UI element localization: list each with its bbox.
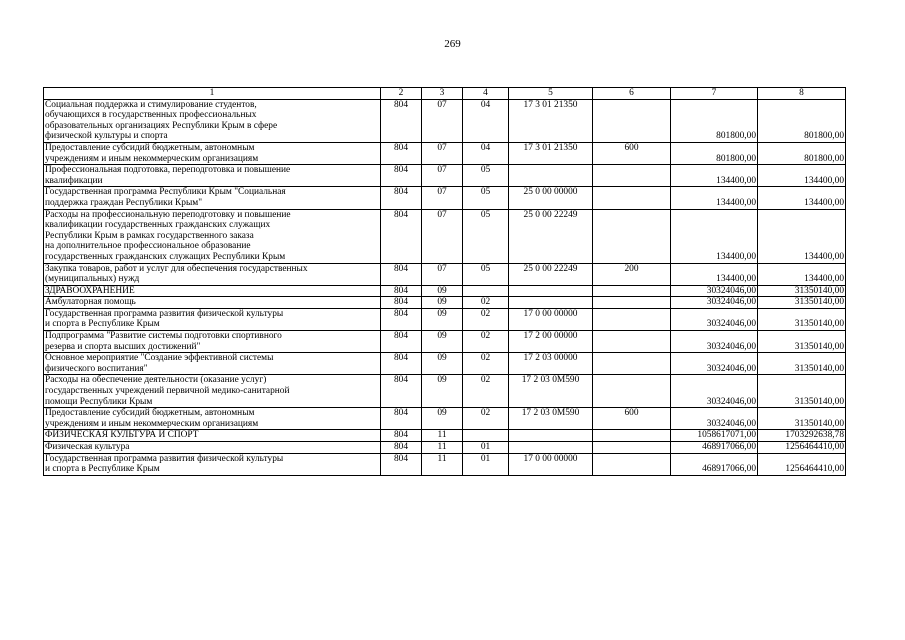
row-name-cell: [44, 142, 381, 164]
row-name-cell: [44, 375, 381, 408]
code-cell-c4: 05: [463, 165, 509, 187]
row-name-line: квалификации: [45, 175, 103, 186]
row-name-line: Закупка товаров, работ и услуг для обеспечения государственных: [45, 263, 308, 274]
code-cell-c4: 05: [463, 263, 509, 285]
code-cell-c3: 09: [422, 297, 463, 309]
amount-cell-c8: 1256464410,00: [758, 453, 846, 475]
amount-cell-c7: 134400,00: [671, 263, 758, 285]
row-name-line: учреждениям и иным некоммерческим организациям: [45, 153, 259, 164]
amount-cell-c7: 30324046,00: [671, 285, 758, 297]
row-name-cell: [44, 187, 381, 209]
code-cell-c6: [593, 99, 671, 142]
row-name-cell: [44, 430, 381, 442]
amount-cell-c8: 134400,00: [758, 209, 846, 263]
code-cell-c4: 04: [463, 99, 509, 142]
row-name-line: квалификации государственных гражданских служащих: [45, 220, 271, 231]
row-name-line: Республики Крым в рамках государственного заказа: [45, 230, 254, 241]
amount-cell-c7: 134400,00: [671, 187, 758, 209]
code-cell-c4: 01: [463, 442, 509, 454]
amount-cell-c7: 468917066,00: [671, 442, 758, 454]
code-cell-c4: 02: [463, 375, 509, 408]
amount-cell-c8: 31350140,00: [758, 331, 846, 353]
code-cell-c3: 11: [422, 430, 463, 442]
code-cell-c5: [509, 430, 593, 442]
row-name-line: и спорта в Республике Крым: [45, 464, 160, 475]
code-cell-c5: 17 2 03 00000: [509, 353, 593, 375]
code-cell-c6: [593, 430, 671, 442]
row-name-cell: [44, 165, 381, 187]
column-header: 2: [381, 88, 422, 100]
row-name-line: помощи Республики Крым: [45, 396, 153, 407]
code-cell-c2: 804: [381, 375, 422, 408]
amount-cell-c7: 801800,00: [671, 142, 758, 164]
code-cell-c6: [593, 353, 671, 375]
code-cell-c6: [593, 453, 671, 475]
code-cell-c2: 804: [381, 453, 422, 475]
code-cell-c2: 804: [381, 308, 422, 330]
table-row: [44, 453, 846, 475]
code-cell-c6: [593, 308, 671, 330]
code-cell-c2: 804: [381, 187, 422, 209]
code-cell-c2: 804: [381, 99, 422, 142]
code-cell-c3: 09: [422, 375, 463, 408]
code-cell-c2: 804: [381, 165, 422, 187]
table-row: [44, 142, 846, 164]
code-cell-c2: 804: [381, 142, 422, 164]
amount-cell-c8: 1703292638,78: [758, 430, 846, 442]
column-header: 1: [44, 88, 381, 100]
row-name-line: на дополнительное профессиональное образование: [45, 241, 251, 252]
row-name-line: физической культуры и спорта: [45, 131, 168, 142]
row-name-line: физического воспитания": [45, 363, 148, 374]
amount-cell-c8: 31350140,00: [758, 285, 846, 297]
code-cell-c6: [593, 442, 671, 454]
table-row: [44, 209, 846, 263]
code-cell-c3: 07: [422, 187, 463, 209]
code-cell-c5: [509, 442, 593, 454]
table-row: [44, 442, 846, 454]
table-row: [44, 308, 846, 330]
amount-cell-c8: 31350140,00: [758, 297, 846, 309]
code-cell-c2: 804: [381, 285, 422, 297]
code-cell-c3: 09: [422, 331, 463, 353]
row-name-line: резерва и спорта высших достижений": [45, 341, 201, 352]
page-number: 269: [444, 38, 461, 50]
budget-table: [43, 87, 846, 476]
code-cell-c4: 02: [463, 331, 509, 353]
row-name-line: образовательных организациях Республики Крым в сфере: [45, 120, 278, 131]
code-cell-c4: 04: [463, 142, 509, 164]
table-row: [44, 430, 846, 442]
row-name-cell: [44, 331, 381, 353]
amount-cell-c7: 30324046,00: [671, 308, 758, 330]
code-cell-c4: [463, 285, 509, 297]
code-cell-c6: [593, 209, 671, 263]
table-row: [44, 353, 846, 375]
table-row: [44, 408, 846, 430]
header-row: [44, 88, 846, 100]
row-name-cell: [44, 442, 381, 454]
code-cell-c3: 07: [422, 142, 463, 164]
row-name-line: Подпрограмма "Развитие системы подготовки спортивного: [45, 331, 282, 342]
code-cell-c6: [593, 331, 671, 353]
column-header: 8: [758, 88, 846, 100]
amount-cell-c7: 30324046,00: [671, 353, 758, 375]
amount-cell-c7: 468917066,00: [671, 453, 758, 475]
code-cell-c5: 17 2 03 0М590: [509, 375, 593, 408]
amount-cell-c7: 134400,00: [671, 165, 758, 187]
code-cell-c2: 804: [381, 353, 422, 375]
code-cell-c3: 07: [422, 209, 463, 263]
amount-cell-c8: 801800,00: [758, 142, 846, 164]
code-cell-c5: [509, 165, 593, 187]
code-cell-c5: 17 0 00 00000: [509, 453, 593, 475]
column-header: 4: [463, 88, 509, 100]
amount-cell-c8: 801800,00: [758, 99, 846, 142]
row-name-line: Расходы на обеспечение деятельности (оказание услуг): [45, 375, 267, 386]
code-cell-c6: [593, 297, 671, 309]
row-name-line: ФИЗИЧЕСКАЯ КУЛЬТУРА И СПОРТ: [45, 430, 199, 441]
code-cell-c6: 200: [593, 263, 671, 285]
table-row: [44, 375, 846, 408]
code-cell-c3: 07: [422, 99, 463, 142]
row-name-line: государственных гражданских служащих Республики Крым: [45, 251, 286, 262]
amount-cell-c7: 30324046,00: [671, 297, 758, 309]
code-cell-c3: 11: [422, 442, 463, 454]
row-name-cell: [44, 308, 381, 330]
code-cell-c2: 804: [381, 442, 422, 454]
row-name-line: ЗДРАВООХРАНЕНИЕ: [45, 285, 135, 296]
table-row: [44, 165, 846, 187]
code-cell-c3: 07: [422, 263, 463, 285]
code-cell-c6: 600: [593, 408, 671, 430]
amount-cell-c7: 30324046,00: [671, 408, 758, 430]
code-cell-c5: 25 0 00 22249: [509, 263, 593, 285]
amount-cell-c8: 134400,00: [758, 263, 846, 285]
row-name-line: Предоставление субсидий бюджетным, автономным: [45, 408, 255, 419]
code-cell-c3: 09: [422, 408, 463, 430]
code-cell-c3: 07: [422, 165, 463, 187]
row-name-cell: [44, 353, 381, 375]
table-row: [44, 263, 846, 285]
code-cell-c3: 11: [422, 453, 463, 475]
code-cell-c3: 09: [422, 285, 463, 297]
amount-cell-c7: 1058617071,00: [671, 430, 758, 442]
code-cell-c5: [509, 297, 593, 309]
code-cell-c4: 02: [463, 308, 509, 330]
amount-cell-c8: 134400,00: [758, 187, 846, 209]
amount-cell-c7: 30324046,00: [671, 331, 758, 353]
row-name-line: и спорта в Республике Крым: [45, 319, 160, 330]
code-cell-c6: [593, 285, 671, 297]
code-cell-c3: 09: [422, 308, 463, 330]
column-header: 3: [422, 88, 463, 100]
amount-cell-c8: 31350140,00: [758, 308, 846, 330]
amount-cell-c8: 1256464410,00: [758, 442, 846, 454]
table-row: [44, 331, 846, 353]
row-name-line: Амбулаторная помощь: [45, 297, 136, 308]
row-name-cell: [44, 263, 381, 285]
amount-cell-c7: 134400,00: [671, 209, 758, 263]
row-name-line: Социальная поддержка и стимулирование студентов,: [45, 99, 257, 110]
code-cell-c5: [509, 285, 593, 297]
code-cell-c2: 804: [381, 209, 422, 263]
code-cell-c4: 02: [463, 408, 509, 430]
row-name-cell: [44, 297, 381, 309]
amount-cell-c8: 31350140,00: [758, 353, 846, 375]
code-cell-c4: 02: [463, 297, 509, 309]
row-name-line: учреждениям и иным некоммерческим организациям: [45, 418, 259, 429]
table-row: [44, 187, 846, 209]
code-cell-c5: 17 3 01 21350: [509, 99, 593, 142]
row-name-line: государственных учреждений первичной медико-санитарной: [45, 386, 290, 397]
code-cell-c4: 01: [463, 453, 509, 475]
row-name-line: Основное мероприятие "Создание эффективной системы: [45, 353, 274, 364]
code-cell-c6: [593, 165, 671, 187]
amount-cell-c8: 31350140,00: [758, 408, 846, 430]
code-cell-c4: [463, 430, 509, 442]
code-cell-c2: 804: [381, 430, 422, 442]
code-cell-c6: [593, 375, 671, 408]
row-name-line: (муниципальных) нужд: [45, 274, 140, 285]
row-name-cell: [44, 285, 381, 297]
row-name-cell: [44, 408, 381, 430]
code-cell-c5: 17 2 00 00000: [509, 331, 593, 353]
code-cell-c2: 804: [381, 263, 422, 285]
table-row: [44, 285, 846, 297]
code-cell-c5: 17 0 00 00000: [509, 308, 593, 330]
code-cell-c4: 02: [463, 353, 509, 375]
row-name-line: Физическая культура: [45, 442, 130, 452]
code-cell-c5: 25 0 00 22249: [509, 209, 593, 263]
code-cell-c6: [593, 187, 671, 209]
amount-cell-c7: 30324046,00: [671, 375, 758, 408]
column-header: 6: [593, 88, 671, 100]
row-name-line: Государственная программа развития физической культуры: [45, 308, 284, 319]
table-row: [44, 297, 846, 309]
code-cell-c6: 600: [593, 142, 671, 164]
code-cell-c4: 05: [463, 209, 509, 263]
row-name-cell: [44, 99, 381, 142]
column-header: 5: [509, 88, 593, 100]
row-name-line: Расходы на профессиональную переподготовку и повышение: [45, 209, 291, 220]
row-name-line: Предоставление субсидий бюджетным, автономным: [45, 142, 255, 153]
table-row: [44, 99, 846, 142]
code-cell-c2: 804: [381, 331, 422, 353]
column-header: 7: [671, 88, 758, 100]
row-name-cell: [44, 209, 381, 263]
row-name-cell: [44, 453, 381, 475]
amount-cell-c8: 31350140,00: [758, 375, 846, 408]
amount-cell-c8: 134400,00: [758, 165, 846, 187]
amount-cell-c7: 801800,00: [671, 99, 758, 142]
code-cell-c3: 09: [422, 353, 463, 375]
code-cell-c4: 05: [463, 187, 509, 209]
code-cell-c2: 804: [381, 297, 422, 309]
row-name-line: Государственная программа развития физической культуры: [45, 453, 284, 464]
code-cell-c5: 17 2 03 0М590: [509, 408, 593, 430]
code-cell-c2: 804: [381, 408, 422, 430]
code-cell-c5: 25 0 00 00000: [509, 187, 593, 209]
row-name-line: Профессиональная подготовка, переподготовка и повышение: [45, 165, 291, 176]
row-name-line: обучающихся в государственных профессиональных: [45, 110, 257, 121]
row-name-line: Государственная программа Республики Крым "Социальная: [45, 187, 286, 198]
row-name-line: поддержка граждан Республики Крым": [45, 197, 203, 208]
code-cell-c5: 17 3 01 21350: [509, 142, 593, 164]
